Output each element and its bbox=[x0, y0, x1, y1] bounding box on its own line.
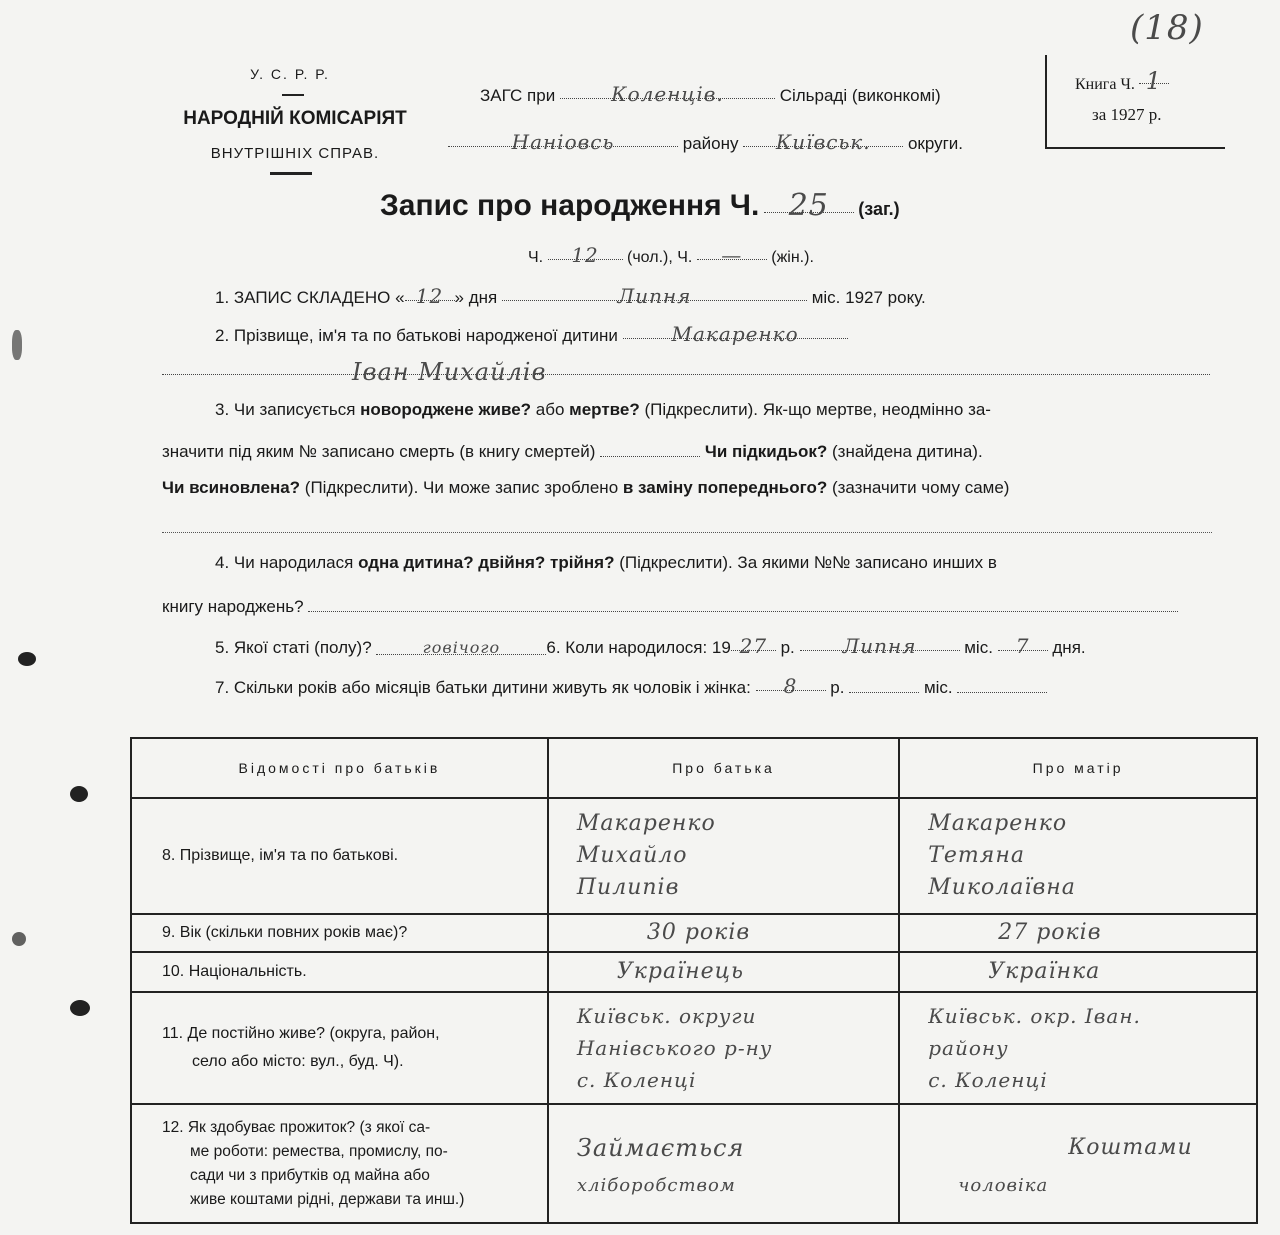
item-3-line-3: Чи всиновлена? (Підкреслити). Чи може запис зроблено в заміну попереднього? (зазначити чому саме) bbox=[162, 478, 1010, 497]
punch-hole bbox=[18, 652, 36, 666]
mother-name-cell: Макаренко Тетяна Миколаївна bbox=[899, 798, 1257, 914]
blank-line bbox=[162, 532, 1212, 533]
zags-prefix: ЗАГС при bbox=[480, 86, 556, 105]
okrug-value: Київськ. bbox=[775, 130, 871, 154]
zags-field bbox=[560, 82, 775, 106]
republic-label: У. С. Р. Р. bbox=[250, 66, 330, 82]
table-header bbox=[131, 738, 1257, 798]
punch-hole bbox=[70, 786, 88, 802]
ministry-subtitle: ВНУТРІШНІХ СПРАВ. bbox=[210, 145, 380, 162]
okrug-field bbox=[743, 130, 903, 154]
father-age: 30 років bbox=[548, 914, 899, 952]
item-4: 4. Чи народилася одна дитина? двійня? трійня? (Підкреслити). За якими №№ записано инших в bbox=[215, 553, 997, 572]
zags-value: Коленців. bbox=[611, 82, 724, 106]
male-count: 12 bbox=[571, 243, 599, 267]
record-title: Запис про народження Ч. 25 (заг.) bbox=[380, 188, 900, 223]
column-header: Відомості про батьків bbox=[131, 738, 548, 798]
punch-hole bbox=[70, 1000, 90, 1016]
column-header: Про матір bbox=[899, 738, 1257, 798]
record-number: 25 bbox=[788, 188, 829, 223]
okrug-label: округи. bbox=[907, 134, 964, 153]
mother-residence: Київськ. окр. Іван. району с. Коленці bbox=[899, 992, 1257, 1104]
father-nationality: Українець bbox=[548, 952, 899, 992]
birth-day: 7 bbox=[1015, 634, 1030, 658]
item-5-6: 5. Якої статі (полу)? говічого 6. Коли народилося: 19 27 р. Липня міс. 7 дня. bbox=[215, 634, 1086, 658]
divider bbox=[282, 94, 304, 96]
punch-hole bbox=[12, 330, 22, 360]
district-value: Наніовсь bbox=[511, 130, 615, 154]
punch-hole bbox=[12, 932, 26, 946]
item-4-line-2: книгу народжень? bbox=[162, 595, 1178, 617]
item-3: 3. Чи записується новороджене живе? або мертве? (Підкреслити). Як-що мертве, неодмінно за- bbox=[215, 400, 991, 419]
row-label: 8. Прізвище, ім'я та по батькові. bbox=[131, 798, 548, 914]
district-line bbox=[448, 130, 963, 154]
divider bbox=[270, 172, 312, 175]
child-surname: Макаренко bbox=[671, 322, 799, 346]
table-row bbox=[131, 1104, 1257, 1223]
item-1: 1. ЗАПИС СКЛАДЕНО « 12 » дня Липня міс. 1927 року. bbox=[215, 284, 926, 308]
item-2-line-2 bbox=[162, 358, 1210, 385]
table-row bbox=[131, 992, 1257, 1104]
record-number-field bbox=[764, 188, 854, 223]
book-box bbox=[1045, 55, 1225, 149]
table-row bbox=[131, 798, 1257, 914]
ministry-title: НАРОДНІЙ КОМІСАРІЯТ bbox=[183, 108, 407, 129]
row-label: 10. Національність. bbox=[131, 952, 548, 992]
row-label: 9. Вік (скільки повних років має)? bbox=[131, 914, 548, 952]
child-name: Іван Михайлів bbox=[352, 358, 547, 386]
district-field bbox=[448, 130, 678, 154]
book-value: 1 bbox=[1145, 67, 1162, 95]
marriage-years: 8 bbox=[783, 674, 798, 698]
row-label: 11. Де постійно живе? (округа, район, село або місто: вул., буд. Ч). bbox=[131, 992, 548, 1104]
item-7: 7. Скільки років або місяців батьки дитини живуть як чоловік і жінка: 8 р. міс. bbox=[215, 674, 1047, 698]
month-value: Липня bbox=[617, 284, 692, 308]
father-occupation: Займається хліборобством bbox=[548, 1104, 899, 1223]
year-label: за 1927 р. bbox=[1092, 105, 1162, 124]
mother-age: 27 років bbox=[899, 914, 1257, 952]
table-row bbox=[131, 914, 1257, 952]
birth-year: 27 bbox=[739, 634, 768, 658]
row-label: 12. Як здобуває прожиток? (з якої са- ме роботи: ремества, промислу, по- сади чи з прибутків од майна або живе коштами рідні, держави та инш.) bbox=[131, 1104, 548, 1223]
book-label: Книга Ч. 1 bbox=[1075, 67, 1169, 94]
female-count: — bbox=[721, 243, 743, 267]
item-2: 2. Прізвище, ім'я та по батькові народженої дитини Макаренко bbox=[215, 322, 848, 346]
zags-suffix: Сільраді (виконкомі) bbox=[779, 86, 941, 105]
father-name-cell: Макаренко Михайло Пилипів bbox=[548, 798, 899, 914]
table-row bbox=[131, 952, 1257, 992]
birth-month: Липня bbox=[842, 634, 917, 658]
item-3-line-2: значити під яким № записано смерть (в книгу смертей) Чи підкидьок? (знайдена дитина). bbox=[162, 442, 983, 461]
father-residence: Київськ. округи Нанівського р-ну с. Коленці bbox=[548, 992, 899, 1104]
mother-nationality: Українка bbox=[899, 952, 1257, 992]
day-value: 12 bbox=[415, 284, 444, 308]
counts-line: Ч. 12 (чол.), Ч. — (жін.). bbox=[528, 243, 814, 267]
parents-table bbox=[130, 737, 1258, 1224]
column-header: Про батька bbox=[548, 738, 899, 798]
mother-occupation: Коштами чоловіка bbox=[899, 1104, 1257, 1223]
child-sex: говічого bbox=[422, 638, 501, 657]
district-label: району bbox=[682, 134, 739, 153]
page-mark: (18) bbox=[1130, 8, 1204, 48]
zags-line bbox=[480, 82, 941, 106]
